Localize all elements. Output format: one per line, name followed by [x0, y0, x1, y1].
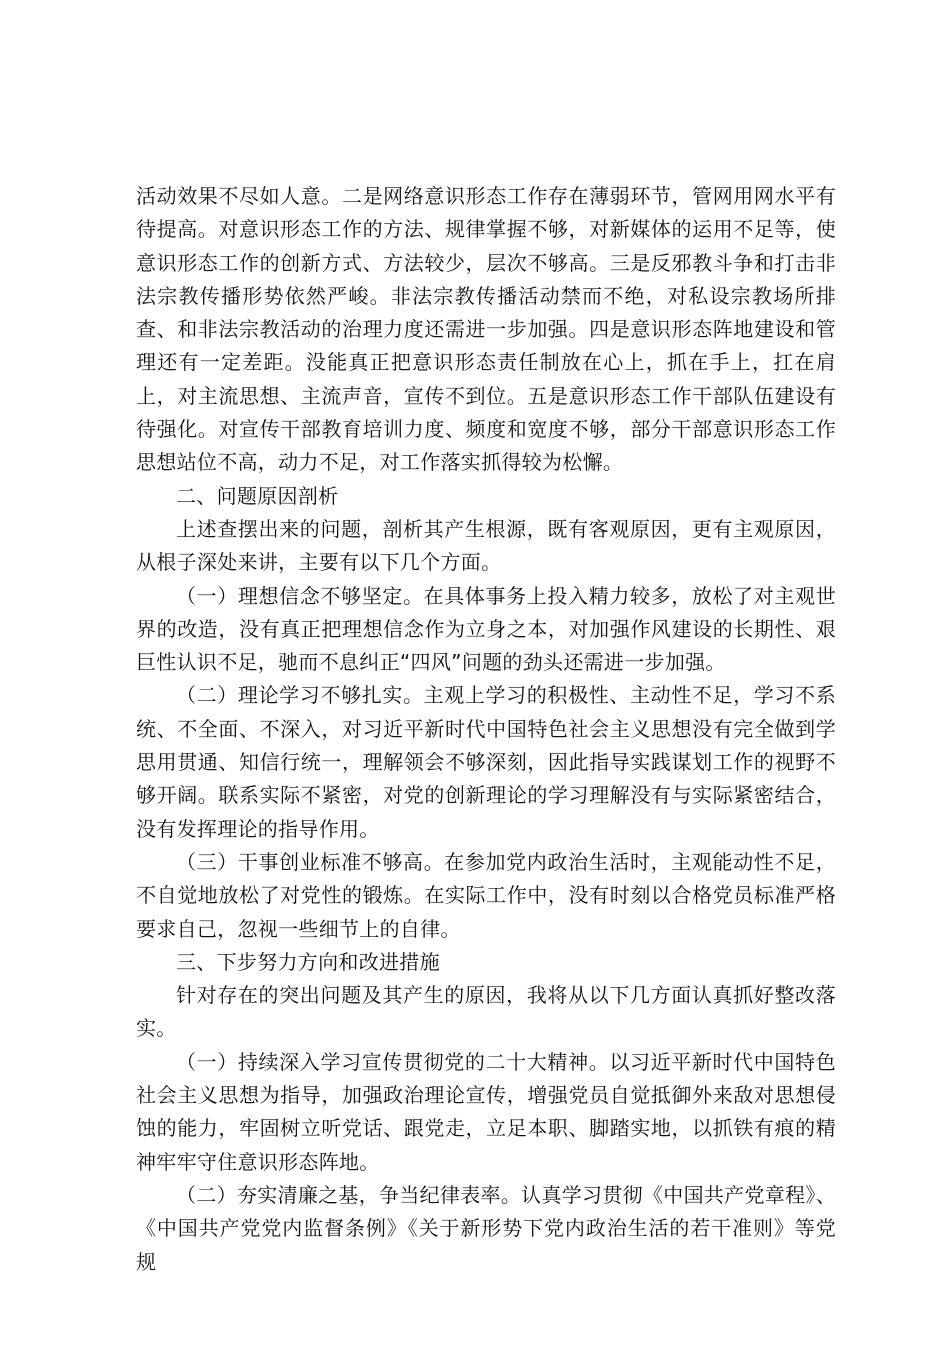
- paragraph: 上述查摆出来的问题，剖析其产生根源，既有客观原因，更有主观原因，从根子深处来讲，主要有以下几个方面。: [136, 516, 836, 575]
- paragraph: （二）夯实清廉之基，争当纪律表率。认真学习贯彻《中国共产党章程》、《中国共产党党内监督条例》《关于新形势下党内政治生活的若干准则》等党规: [136, 1182, 836, 1274]
- document-body: [136, 180, 836, 1279]
- paragraph: （三）干事创业标准不够高。在参加党内政治生活时，主观能动性不足，不自觉地放松了对党性的锻炼。在实际工作中，没有时刻以合格党员标准严格要求自己，忽视一些细节上的自律。: [136, 849, 836, 941]
- paragraph: 针对存在的突出问题及其产生的原因，我将从以下几方面认真抓好整改落实。: [136, 983, 836, 1041]
- section-heading-3: 三、下步努力方向和改进措施: [176, 949, 440, 974]
- section-heading-2: 二、问题原因剖析: [176, 483, 339, 508]
- paragraph: （一）持续深入学习宣传贯彻党的二十大精神。以习近平新时代中国特色社会主义思想为指导，加强政治理论宣传，增强党员自觉抵御外来敌对思想侵蚀的能力，牢固树立听党话、跟党走，立足本职、脚踏实地，以抓铁有痕的精神牢牢守住意识形态阵地。: [136, 1049, 836, 1174]
- paragraph-continuation: 活动效果不尽如人意。二是网络意识形态工作存在薄弱环节，管网用网水平有待提高。对意识形态工作的方法、规律掌握不够，对新媒体的运用不足等，使意识形态工作的创新方式、方法较少，层次不够高。三是反邪教斗争和打击非法宗教传播形势依然严峻。非法宗教传播活动禁而不绝，对私设宗教场所排查、和非法宗教活动的治理力度还需进一步加强。四是意识形态阵地建设和管理还有一定差距。没能真正把意识形态责任制放在心上，抓在手上，扛在肩上，对主流思想、主流声音，宣传不到位。五是意识形态工作干部队伍建设有待强化。对宣传干部教育培训力度、频度和宽度不够，部分干部意识形态工作思想站位不高，动力不足，对工作落实抓得较为松懈。: [136, 184, 836, 475]
- paragraph: （一）理想信念不够坚定。在具体事务上投入精力较多，放松了对主观世界的改造，没有真正把理想信念作为立身之本，对加强作风建设的长期性、艰巨性认识不足，驰而不息纠正“四风”问题的劲头还需进一步加强。: [136, 583, 836, 675]
- paragraph: （二）理论学习不够扎实。主观上学习的积极性、主动性不足，学习不系统、不全面、不深入，对习近平新时代中国特色社会主义思想没有完全做到学思用贯通、知信行统一，理解领会不够深刻，因此指导实践谋划工作的视野不够开阔。联系实际不紧密，对党的创新理论的学习理解没有与实际紧密结合，没有发挥理论的指导作用。: [136, 683, 836, 841]
